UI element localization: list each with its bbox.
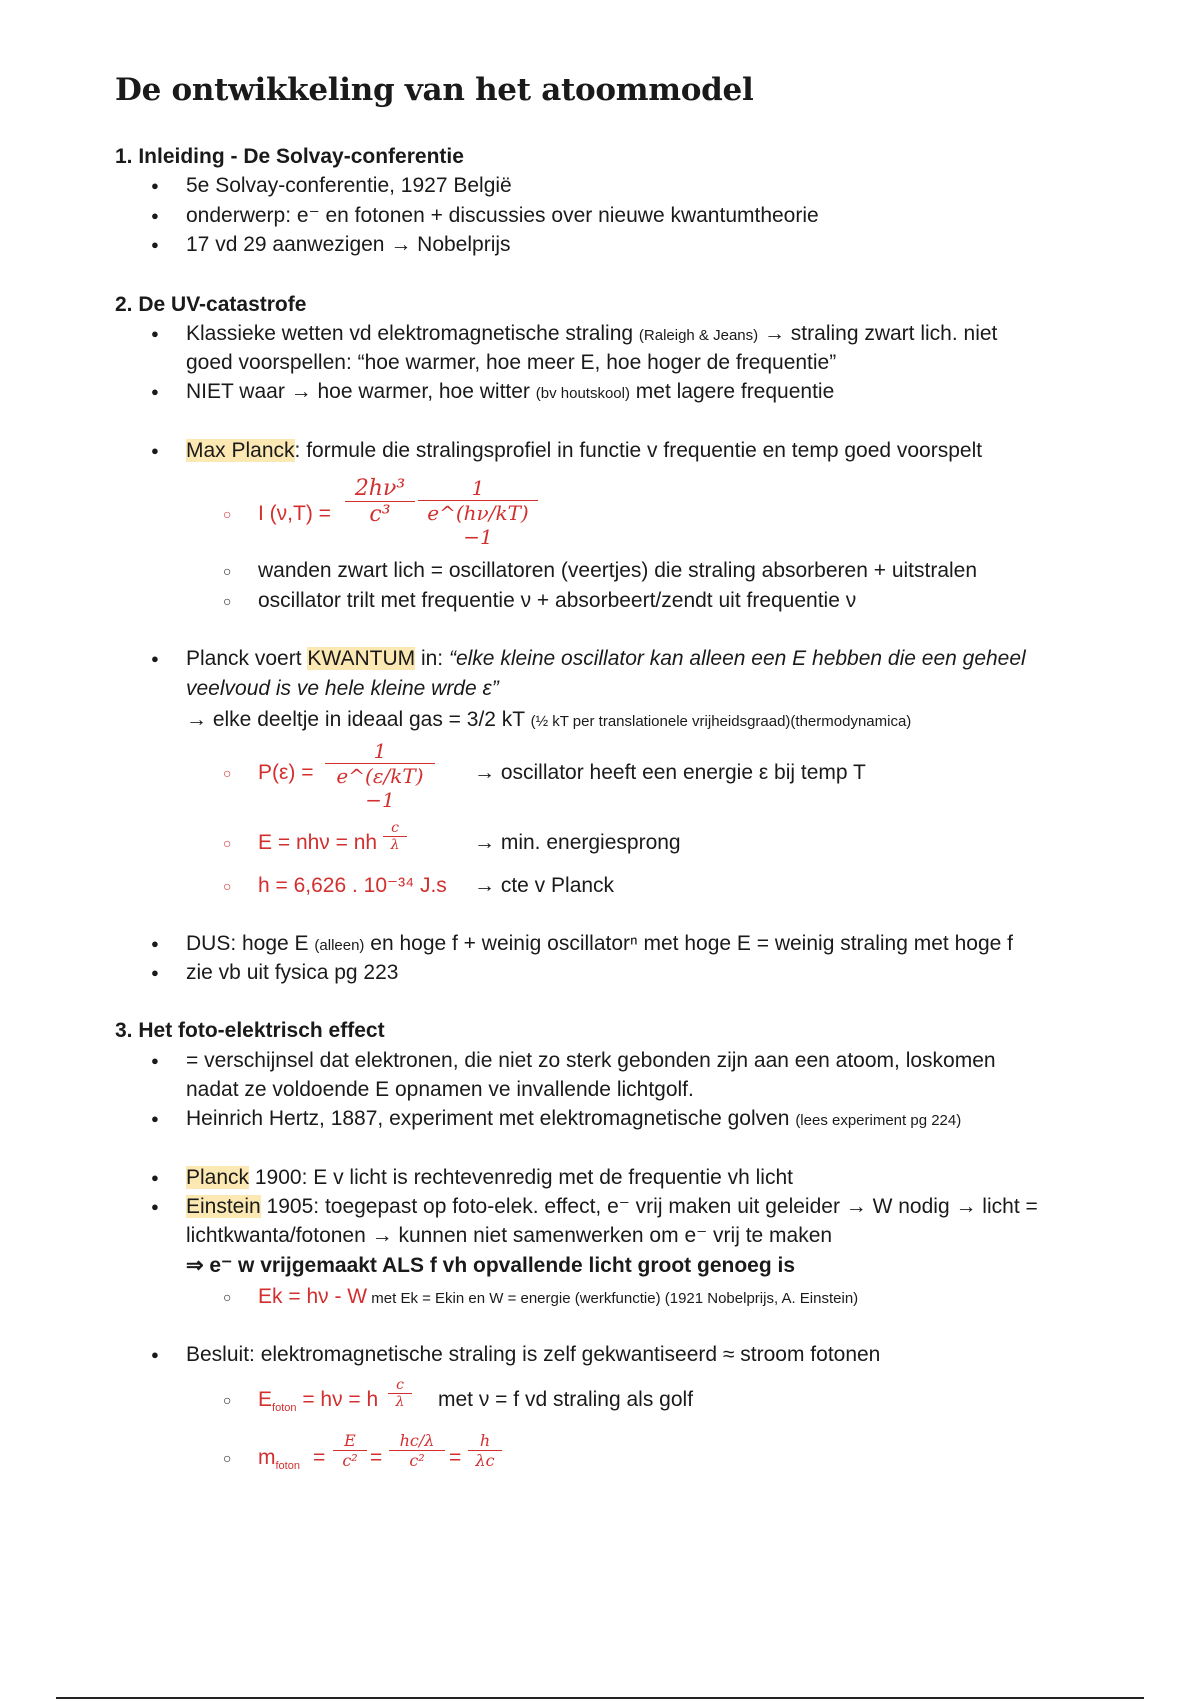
fraction bbox=[333, 1431, 367, 1470]
symbol: E bbox=[258, 1388, 273, 1411]
formula-photo-effect: Ek = hν - W bbox=[258, 1285, 368, 1308]
numerator: hc/λ bbox=[389, 1431, 445, 1451]
list-item: ● zie vb uit fysica pg 223 bbox=[186, 959, 398, 987]
fraction bbox=[418, 476, 538, 549]
note: (lees experiment pg 224) bbox=[795, 1112, 962, 1129]
text: Heinrich Hertz, 1887, experiment met elektromagnetische golven bbox=[186, 1107, 796, 1130]
highlight: Max Planck bbox=[186, 439, 295, 462]
list-item-continued bbox=[186, 706, 911, 736]
numerator: 2hν³ bbox=[345, 476, 415, 502]
fraction bbox=[345, 476, 415, 527]
formula-energy-label: ○ E = nhν = nh bbox=[258, 829, 377, 857]
denominator: e^(hν/kT) −1 bbox=[427, 501, 529, 549]
fraction bbox=[389, 1431, 445, 1470]
note: (Raleigh & Jeans) bbox=[638, 327, 759, 344]
list-item bbox=[186, 930, 1013, 960]
list-item-continued: lichtkwanta/fotonen → kunnen niet samenwerken om e⁻ vrij te maken bbox=[186, 1224, 833, 1247]
fraction bbox=[325, 739, 435, 812]
text: en hoge f + weinig oscillatorⁿ met hoge E = weinig straling met hoge f bbox=[364, 932, 1013, 955]
list-subitem bbox=[258, 1283, 858, 1313]
text: met lagere frequentie bbox=[629, 380, 835, 403]
list-item: ● = verschijnsel dat elektronen, die niet zo sterk gebonden zijn aan een atoom, loskomen bbox=[186, 1047, 996, 1075]
text: Planck voert bbox=[186, 647, 308, 670]
equals-sign: = bbox=[370, 1446, 383, 1469]
list-item bbox=[186, 645, 1026, 673]
note: met Ek = Ekin en W = energie (werkfunctie) (1921 Nobelprijs, A. Einstein) bbox=[367, 1290, 859, 1307]
formula-photon-mass bbox=[258, 1444, 300, 1480]
list-item bbox=[186, 378, 834, 408]
list-item bbox=[186, 1193, 1038, 1221]
highlight: Planck bbox=[186, 1166, 250, 1189]
list-item: ● Besluit: elektromagnetische straling is zelf gekwantiseerd ≈ stroom fotonen bbox=[186, 1341, 880, 1369]
text: NIET waar → hoe warmer, hoe witter bbox=[186, 380, 536, 403]
text: → straling zwart lich. niet bbox=[758, 322, 998, 345]
page-bottom-rule bbox=[56, 1697, 1144, 1699]
numerator: E bbox=[333, 1431, 367, 1451]
text: Klassieke wetten vd elektromagnetische straling bbox=[186, 322, 639, 345]
subscript: foton bbox=[275, 1460, 300, 1473]
text: in: bbox=[415, 647, 449, 670]
list-item-continued: goed voorspellen: “hoe warmer, hoe meer E, hoe hoger de frequentie” bbox=[186, 351, 837, 374]
highlight: KWANTUM bbox=[307, 647, 416, 670]
text: 1905: toegepast op foto-elek. effect, e⁻ vrij maken uit geleider → W nodig → licht = bbox=[260, 1195, 1038, 1218]
fraction bbox=[388, 1377, 412, 1410]
text: 1900: E v licht is rechtevenredig met de frequentie vh licht bbox=[249, 1166, 793, 1189]
equals-sign: = bbox=[449, 1446, 462, 1469]
list-item bbox=[186, 1105, 961, 1135]
formula-note: → min. energiesprong bbox=[474, 831, 681, 854]
list-item: ● onderwerp: e⁻ en fotonen + discussies over nieuwe kwantumtheorie bbox=[186, 202, 819, 230]
denominator: e^(ε/kT) −1 bbox=[336, 764, 424, 812]
section-3-heading: 3. Het foto-elektrisch effect bbox=[115, 1019, 385, 1042]
conclusion-line: ⇒ e⁻ w vrijgemaakt ALS f vh opvallende licht groot genoeg is bbox=[186, 1254, 796, 1277]
subscript: foton bbox=[272, 1402, 297, 1415]
note: (½ kT per translationele vrijheidsgraad)(thermodynamica) bbox=[530, 713, 912, 730]
formula-probability-label: ○ P(ε) = bbox=[258, 759, 313, 787]
text: : formule die stralingsprofiel in functie v frequentie en temp goed voorspelt bbox=[294, 439, 983, 462]
section-2-heading: 2. De UV-catastrofe bbox=[115, 293, 307, 316]
formula-note: met ν = f vd straling als golf bbox=[438, 1388, 694, 1411]
list-item-continued: veelvoud is ve hele kleine wrde ε” bbox=[186, 677, 499, 700]
note: (alleen) bbox=[314, 937, 365, 954]
formula-planck-label: ○ I (ν,T) = bbox=[258, 500, 331, 528]
symbol: m bbox=[258, 1446, 276, 1469]
equals-sign: = bbox=[313, 1446, 326, 1469]
numerator: c bbox=[383, 820, 407, 837]
list-item bbox=[186, 437, 982, 465]
denominator: c² bbox=[409, 1451, 425, 1470]
highlight: Einstein bbox=[186, 1195, 261, 1218]
formula-note: → oscillator heeft een energie ε bij temp T bbox=[474, 761, 866, 784]
page-title: De ontwikkeling van het atoommodel bbox=[115, 72, 754, 108]
denominator: c² bbox=[342, 1451, 358, 1470]
list-item: ● 17 vd 29 aanwezigen → Nobelprijs bbox=[186, 231, 511, 259]
list-item bbox=[186, 1164, 793, 1192]
list-subitem: ○ wanden zwart lich = oscillatoren (veertjes) die straling absorberen + uitstralen bbox=[258, 557, 977, 585]
denominator: λ bbox=[395, 1394, 405, 1410]
numerator: h bbox=[468, 1431, 502, 1451]
numerator: 1 bbox=[418, 476, 538, 501]
denominator: c³ bbox=[369, 502, 391, 527]
note: (bv houtskool) bbox=[535, 385, 630, 402]
text: DUS: hoge E bbox=[186, 932, 315, 955]
formula-text: = hν = h bbox=[296, 1388, 379, 1411]
text: → elke deeltje in ideaal gas = 3/2 kT bbox=[186, 708, 531, 731]
denominator: λc bbox=[475, 1451, 495, 1470]
formula-planck-constant: ○ h = 6,626 . 10⁻³⁴ J.s bbox=[258, 872, 447, 900]
fraction bbox=[383, 820, 407, 853]
numerator: 1 bbox=[325, 739, 435, 764]
list-subitem: ○ oscillator trilt met frequentie ν + absorbeert/zendt uit frequentie ν bbox=[258, 587, 856, 615]
fraction bbox=[468, 1431, 502, 1470]
numerator: c bbox=[388, 1377, 412, 1394]
list-item bbox=[186, 320, 997, 350]
list-item-continued: nadat ze voldoende E opnamen ve invallende lichtgolf. bbox=[186, 1078, 694, 1101]
section-1-heading: 1. Inleiding - De Solvay-conferentie bbox=[115, 145, 464, 168]
formula-note: → cte v Planck bbox=[474, 874, 615, 897]
denominator: λ bbox=[390, 837, 400, 853]
list-item: ● 5e Solvay-conferentie, 1927 België bbox=[186, 172, 512, 200]
quote: “elke kleine oscillator kan alleen een E hebben die een geheel bbox=[448, 647, 1026, 670]
formula-photon-energy bbox=[258, 1386, 378, 1422]
